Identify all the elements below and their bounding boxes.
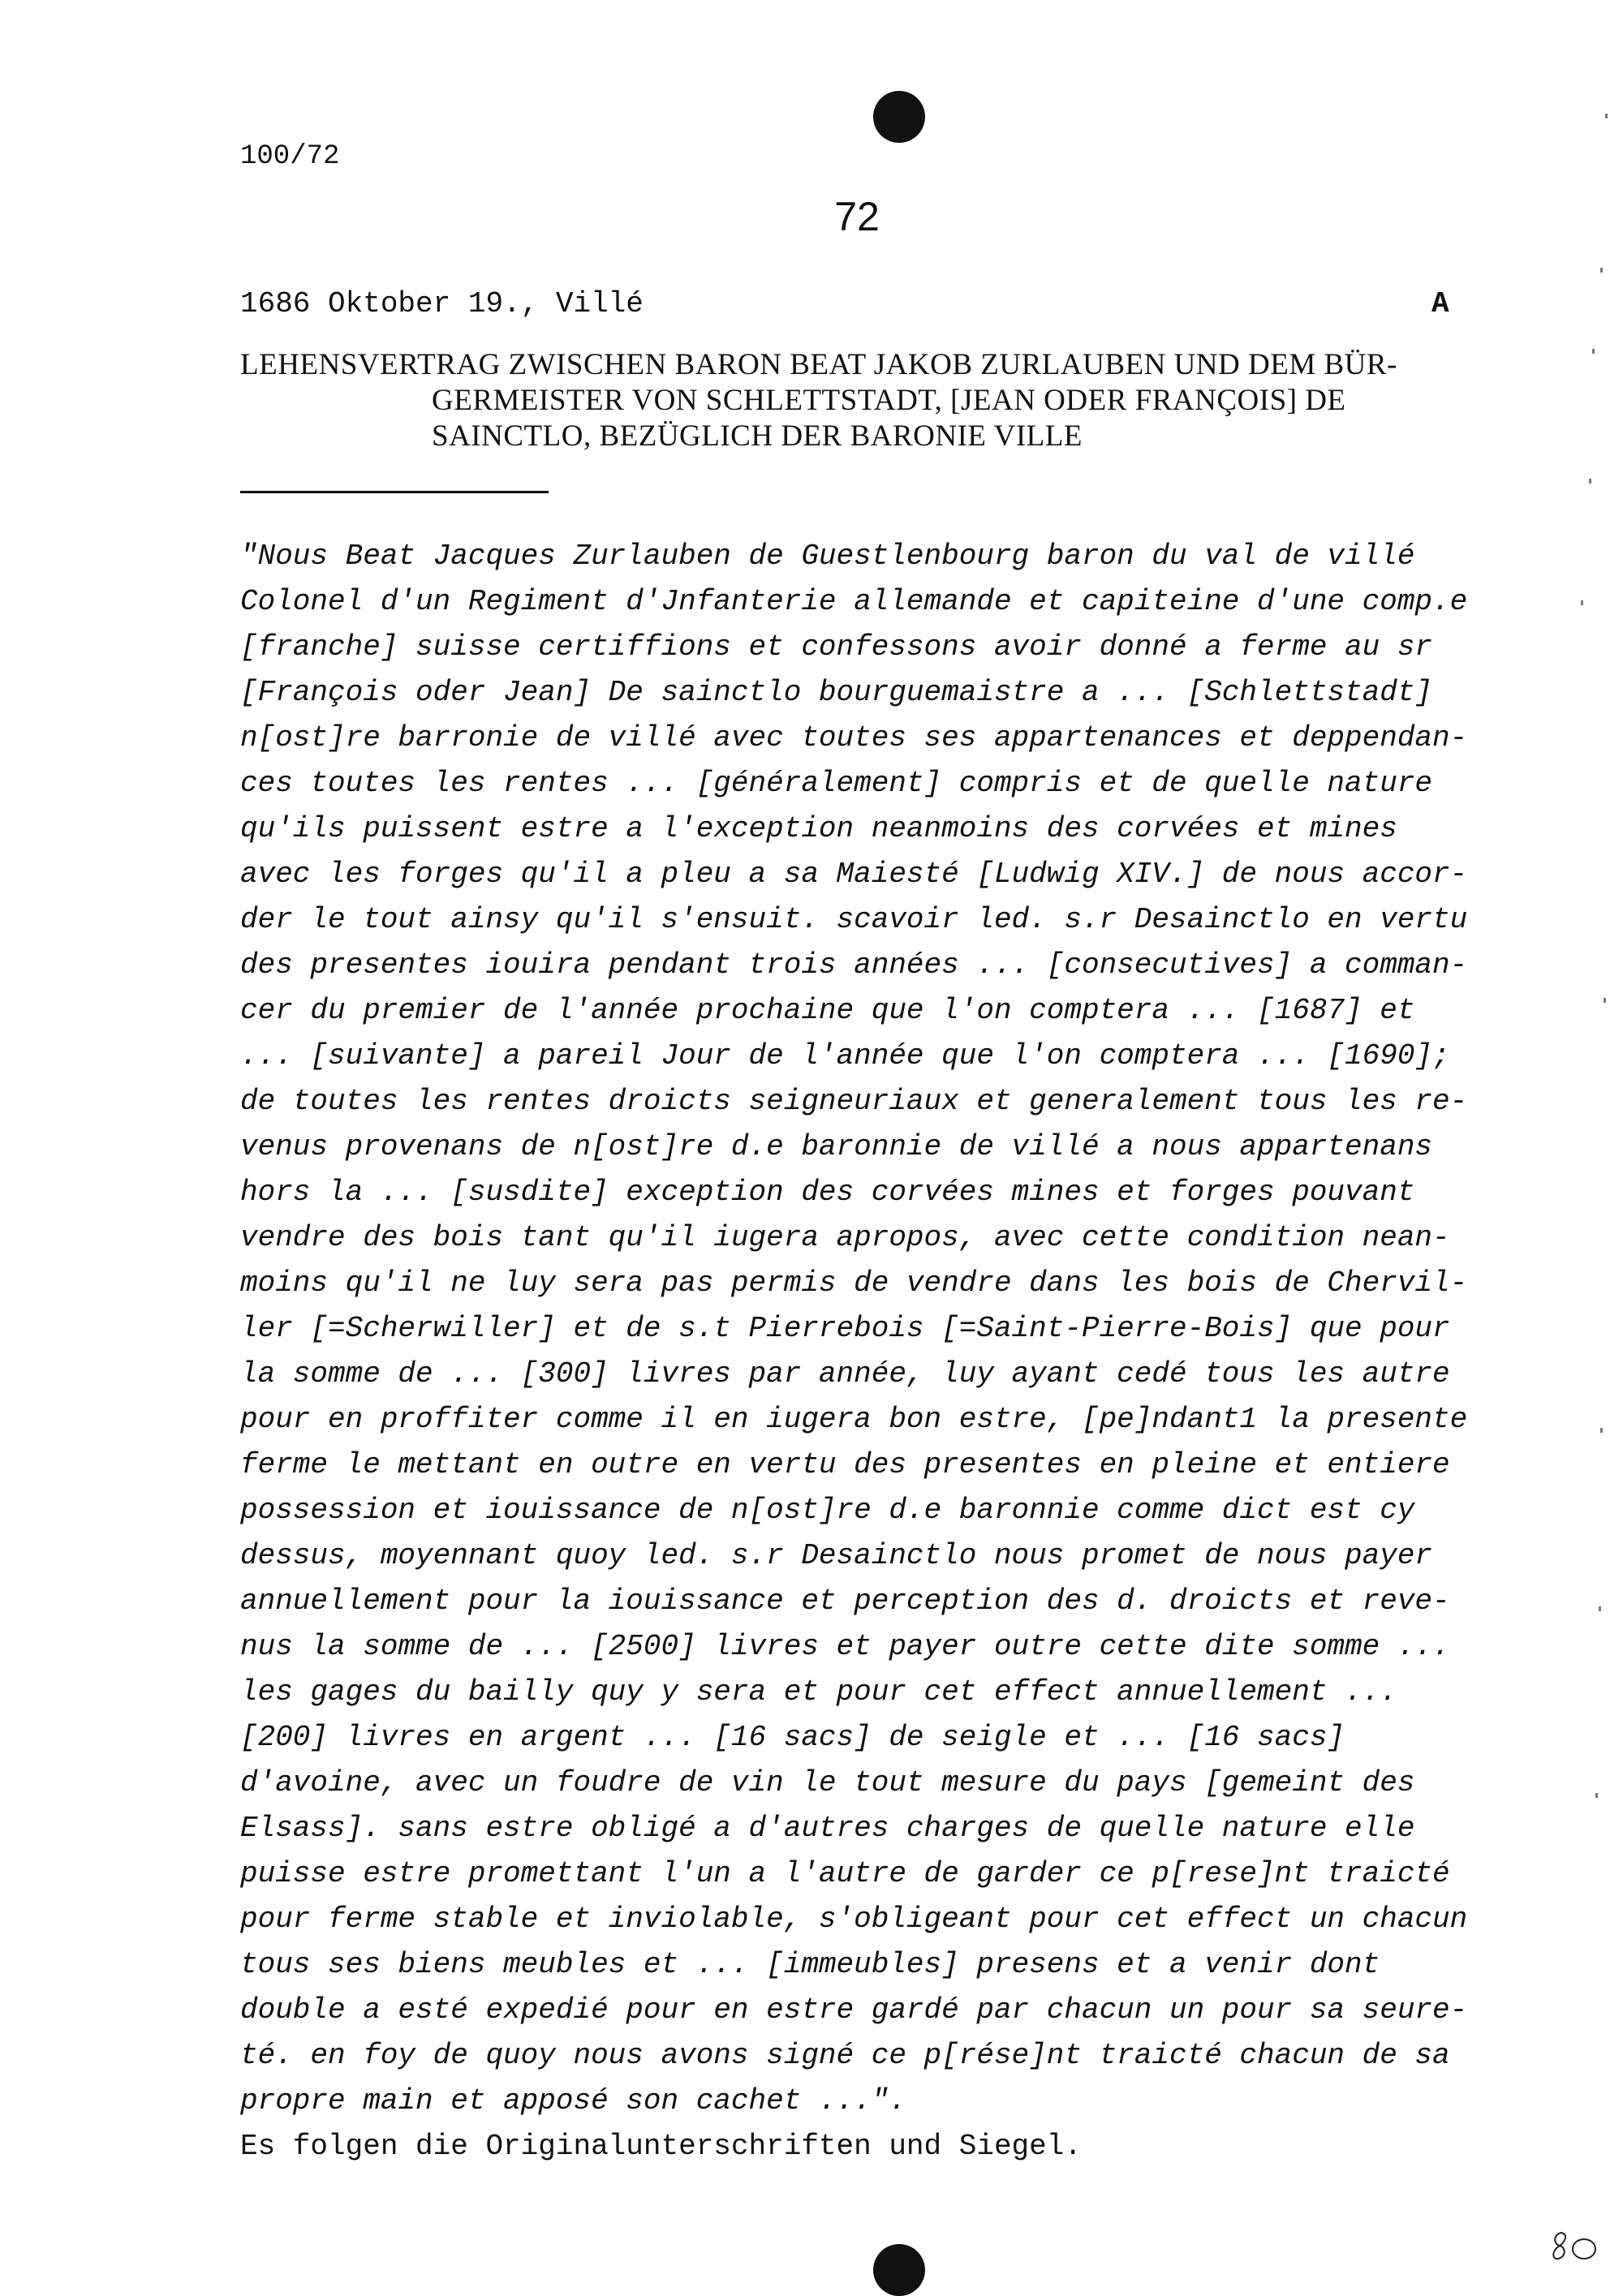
body-line: hors la ... [susdite] exception des corvées mines et forges pouvant: [240, 1176, 1415, 1209]
reference-number: 100/72: [240, 141, 340, 172]
body-line: der le tout ainsy qu'il s'ensuit. scavoir led. s.r Desainctlo en vertu: [240, 903, 1468, 936]
body-line: possession et iouissance de n[ost]re d.e baronnie comme dict est cy: [240, 1494, 1415, 1527]
scan-speck: [1600, 1428, 1603, 1433]
body-line: Colonel d'un Regiment d'Jnfanterie allemande et capiteine d'une comp.e: [240, 585, 1468, 618]
heading-line: LEHENSVERTRAG ZWISCHEN BARON BEAT JAKOB ZURLAUBEN UND DEM BÜR-: [240, 348, 1397, 381]
body-line: cer du premier de l'année prochaine que l'on comptera ... [1687] et: [240, 994, 1415, 1027]
document-heading: [240, 347, 1466, 454]
body-line: d'avoine, avec un foudre de vin le tout mesure du pays [gemeint des: [240, 1766, 1415, 1799]
body-line: pour en proffiter comme il en iugera bon estre, [pe]ndant1 la presente: [240, 1403, 1468, 1436]
body-line: ferme le mettant en outre en vertu des presentes en pleine et entiere: [240, 1448, 1450, 1481]
heading-line: GERMEISTER VON SCHLETTSTADT, [JEAN ODER FRANÇOIS] DE: [432, 384, 1346, 417]
heading-divider: [240, 491, 549, 493]
body-line: avec les forges qu'il a pleu a sa Maiesté [Ludwig XIV.] de nous accor-: [240, 858, 1468, 891]
scan-speck: [1600, 268, 1603, 273]
scan-speck: [1592, 349, 1595, 354]
body-line: té. en foy de quoy nous avons signé ce p[rése]nt traicté chacun de sa: [240, 2039, 1450, 2072]
page-number: 72: [834, 194, 880, 239]
scan-speck: [1595, 1793, 1598, 1798]
heading-line: SAINCTLO, BEZÜGLICH DER BARONIE VILLE: [432, 419, 1083, 453]
punch-hole-top: [873, 91, 925, 143]
body-line: double a esté expedié pour en estre gardé par chacun un pour sa seure-: [240, 1993, 1468, 2027]
scan-speck: [1589, 479, 1591, 484]
body-line: vendre des bois tant qu'il iugera apropos, avec cette condition nean-: [240, 1221, 1450, 1254]
transcription-body: [240, 534, 1490, 2169]
document-type-label: A: [1431, 287, 1449, 320]
punch-hole-bottom: [873, 2244, 925, 2296]
body-line: "Nous Beat Jacques Zurlauben de Guestlenbourg baron du val de villé: [240, 540, 1415, 573]
body-line: nus la somme de ... [2500] livres et payer outre cette dite somme ...: [240, 1630, 1450, 1663]
body-line: [franche] suisse certiffions et confessons avoir donné a ferme au sr: [240, 630, 1433, 664]
scan-speck: [1599, 1606, 1601, 1611]
body-line: la somme de ... [300] livres par année, luy ayant cedé tous les autre: [240, 1357, 1450, 1391]
body-line: Elsass]. sans estre obligé a d'autres charges de quelle nature elle: [240, 1812, 1415, 1845]
scan-speck: [1605, 114, 1608, 118]
closing-note: Es folgen die Originalunterschriften und Siegel.: [240, 2130, 1082, 2163]
body-line: de toutes les rentes droicts seigneuriaux et generalement tous les re-: [240, 1085, 1468, 1118]
date-place: 1686 Oktober 19., Villé: [240, 287, 644, 320]
body-line: ... [suivante] a pareil Jour de l'année que l'on comptera ... [1690];: [240, 1039, 1450, 1073]
body-line: les gages du bailly quy y sera et pour cet effect annuellement ...: [240, 1675, 1397, 1709]
body-line: [200] livres en argent ... [16 sacs] de seigle et ... [16 sacs]: [240, 1721, 1345, 1754]
body-line: pour ferme stable et inviolable, s'obligeant pour cet effect un chacun: [240, 1903, 1468, 1936]
body-line: propre main et apposé son cachet ...".: [240, 2084, 906, 2118]
scan-speck: [1604, 998, 1606, 1003]
body-line: venus provenans de n[ost]re d.e baronnie de villé a nous appartenans: [240, 1130, 1433, 1163]
scan-speck: [1581, 600, 1583, 605]
body-line: moins qu'il ne luy sera pas permis de vendre dans les bois de Chervil-: [240, 1266, 1468, 1300]
body-line: ler [=Scherwiller] et de s.t Pierrebois [=Saint-Pierre-Bois] que pour: [240, 1312, 1450, 1345]
body-line: ces toutes les rentes ... [généralement] compris et de quelle nature: [240, 767, 1433, 800]
body-line: n[ost]re barronie de villé avec toutes ses appartenances et deppendan-: [240, 721, 1468, 755]
body-line: des presentes iouira pendant trois années ... [consecutives] a comman-: [240, 948, 1468, 982]
body-line: puisse estre promettant l'un a l'autre de garder ce p[rese]nt traicté: [240, 1857, 1450, 1890]
body-line: dessus, moyennant quoy led. s.r Desainctlo nous promet de nous payer: [240, 1539, 1433, 1572]
body-line: annuellement pour la iouissance et perception des d. droicts et reve-: [240, 1584, 1450, 1618]
body-line: [François oder Jean] De sainctlo bourguemaistre a ... [Schlettstadt]: [240, 676, 1433, 709]
body-line: tous ses biens meubles et ... [immeubles] presens et a venir dont: [240, 1948, 1380, 1981]
handwritten-archive-number: [1548, 2226, 1605, 2267]
body-line: qu'ils puissent estre a l'exception neanmoins des corvées et mines: [240, 812, 1397, 845]
